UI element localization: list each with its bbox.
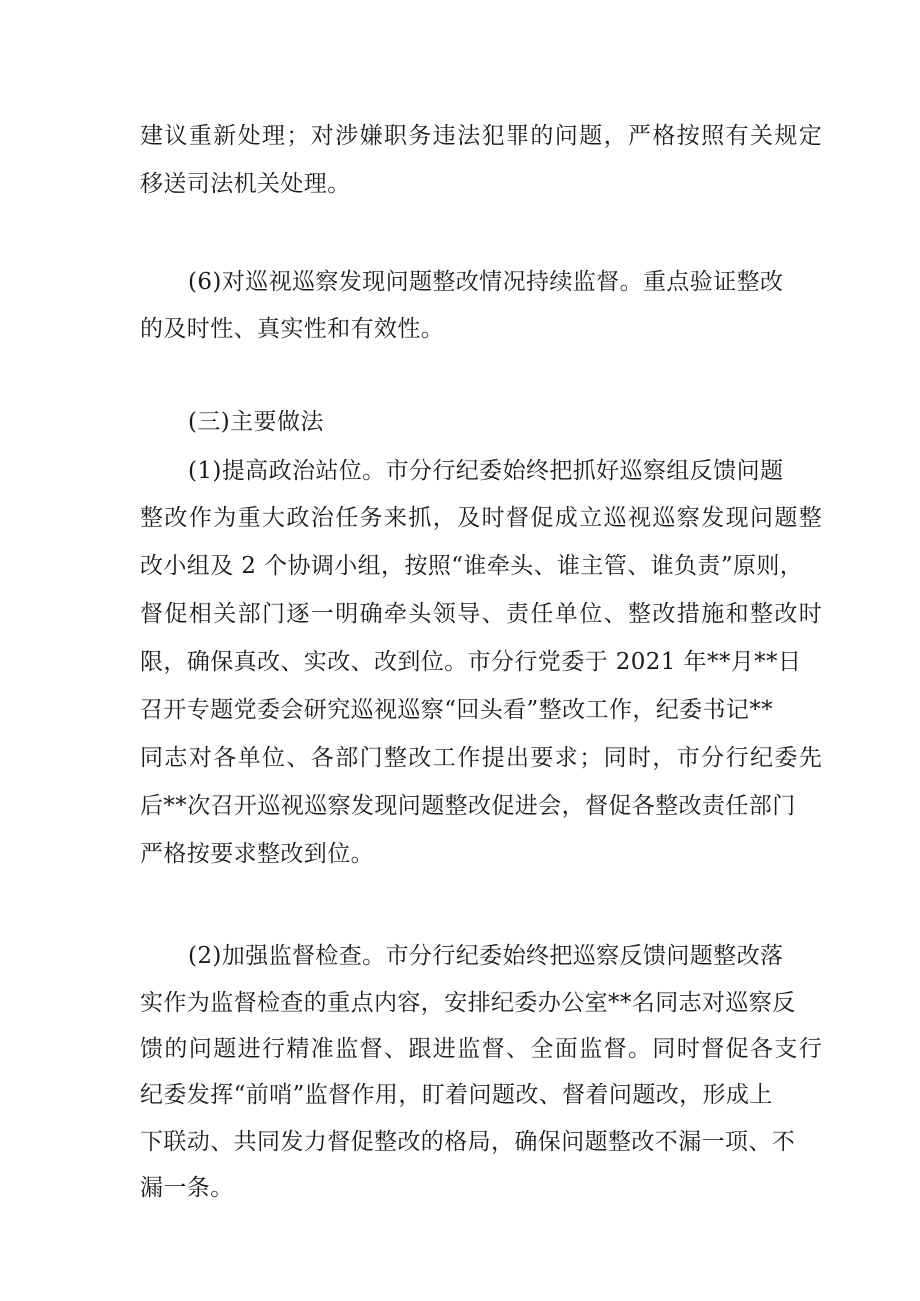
- text-line: 实作为监督检查的重点内容，安排纪委办公室**名同志对巡察反: [140, 990, 796, 1016]
- text-line: 召开专题党委会研究巡视巡察“回头看”整改工作，纪委书记**: [140, 697, 774, 723]
- text-line: 漏一条。: [140, 1175, 234, 1201]
- text-line: 后**次召开巡视巡察发现问题整改促进会，督促各整改责任部门: [140, 793, 796, 819]
- text-line: 馈的问题进行精准监督、跟进监督、全面监督。同时督促各支行: [140, 1036, 824, 1062]
- text-line: 严格按要求整改到位。: [140, 841, 374, 867]
- text-line: 建议重新处理；对涉嫌职务违法犯罪的问题，严格按照有关规定: [140, 123, 824, 149]
- text-line: 督促相关部门逐一明确牵头领导、责任单位、整改措施和整改时: [140, 601, 824, 627]
- text-line: (2)加强监督检查。市分行纪委始终把巡察反馈问题整改落: [188, 943, 784, 969]
- text-line: 整改作为重大政治任务来抓，及时督促成立巡视巡察发现问题整: [140, 505, 824, 531]
- text-line: 限，确保真改、实改、改到位。市分行党委于 2021 年**月**日: [140, 649, 802, 675]
- text-line: 同志对各单位、各部门整改工作提出要求；同时，市分行纪委先: [140, 745, 824, 771]
- section-heading: (三)主要做法: [188, 409, 324, 435]
- text-line: (6)对巡视巡察发现问题整改情况持续监督。重点验证整改: [188, 269, 784, 295]
- text-line: 移送司法机关处理。: [140, 171, 351, 197]
- text-line: 改小组及 2 个协调小组，按照“谁牵头、谁主管、谁负责”原则，: [140, 553, 804, 579]
- text-line: 下联动、共同发力督促整改的格局，确保问题整改不漏一项、不: [140, 1129, 796, 1155]
- text-line: (1)提高政治站位。市分行纪委始终把抓好巡察组反馈问题: [188, 458, 784, 484]
- text-line: 的及时性、真实性和有效性。: [140, 316, 445, 342]
- text-line: 纪委发挥“前哨”监督作用，盯着问题改、督着问题改，形成上: [140, 1082, 773, 1108]
